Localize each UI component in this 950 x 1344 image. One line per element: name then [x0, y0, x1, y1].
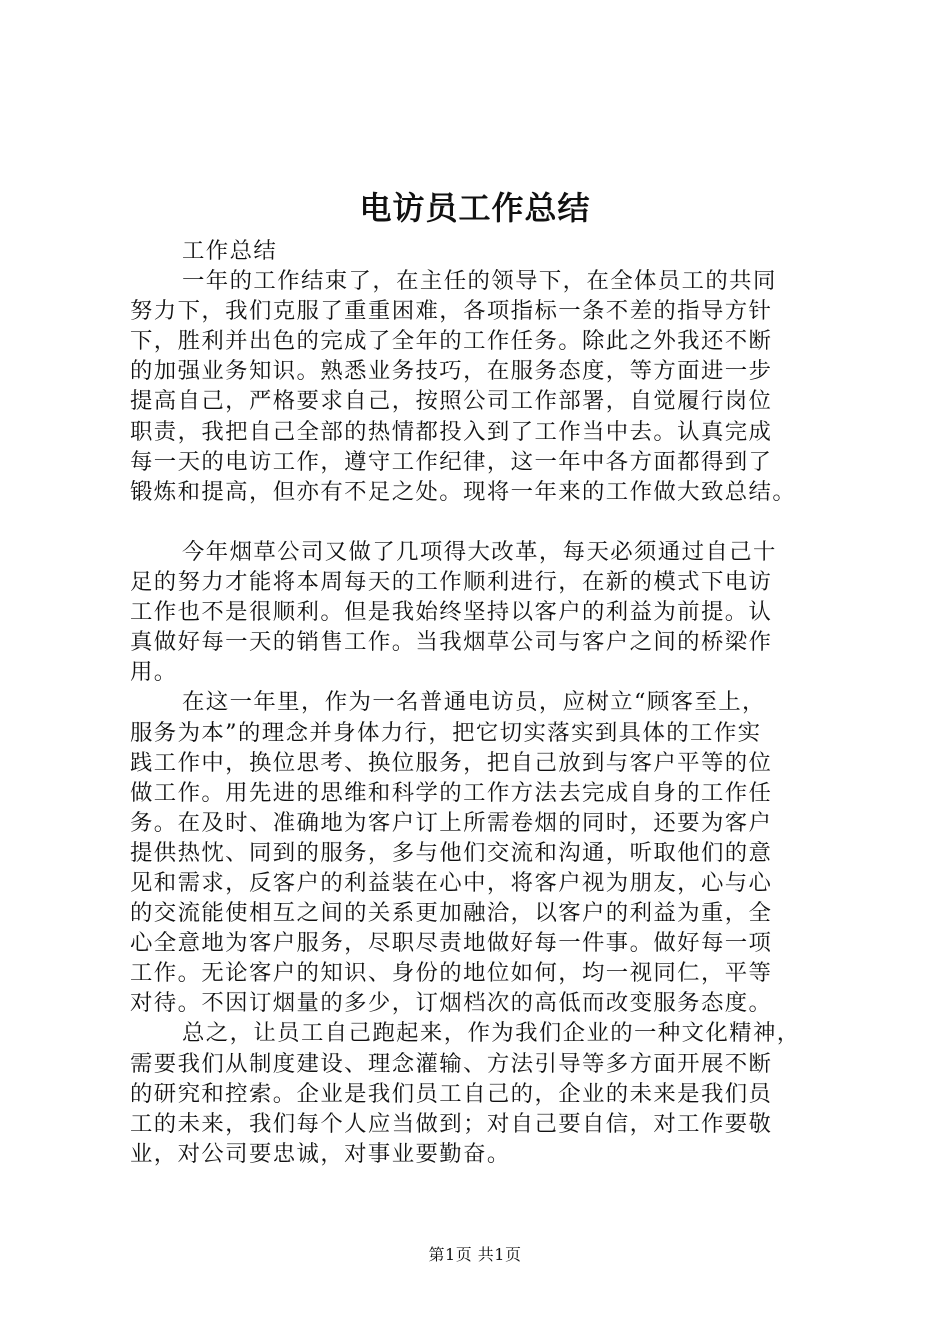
paragraph-line: 在这一年里，作为一名普通电访员，应树立“顾客至上，: [182, 689, 766, 716]
paragraph-line: 的交流能使相互之间的关系更加融洽，以客户的利益为重，全: [130, 900, 773, 927]
section-heading: 工作总结: [182, 238, 278, 264]
paragraph-line: 足的努力才能将本周每天的工作顺利进行，在新的模式下电访: [130, 569, 773, 596]
paragraph-line: 每一天的电访工作，遵守工作纪律，这一年中各方面都得到了: [130, 448, 773, 475]
paragraph-2: [130, 537, 850, 687]
paragraph-1: [130, 266, 850, 507]
paragraph-line: 的研究和控索。企业是我们员工自己的，企业的未来是我们员: [130, 1080, 773, 1107]
paragraph-line: 做工作。用先进的思维和科学的工作方法去完成自身的工作任: [130, 779, 773, 806]
paragraph-line: 服务为本”的理念并身体力行，把它切实落实到具体的工作实: [130, 719, 762, 746]
paragraph-4: [130, 1018, 850, 1168]
paragraph-line: 对待。不因订烟量的多少，订烟档次的高低而改变服务态度。: [130, 990, 773, 1017]
paragraph-line: 提供热忱、同到的服务，多与他们交流和沟通，听取他们的意: [130, 839, 773, 866]
paragraph-line: 工作。无论客户的知识、身份的地位如何，均一视同仁，平等: [130, 960, 773, 987]
paragraph-line: 见和需求，反客户的利益装在心中，将客户视为朋友，心与心: [130, 869, 773, 896]
paragraph-line: 需要我们从制度建设、理念灌输、方法引导等多方面开展不断: [130, 1050, 773, 1077]
paragraph-line: 工的未来，我们每个人应当做到；对自己要自信，对工作要敬: [130, 1110, 773, 1137]
document-body: [130, 236, 850, 1169]
paragraph-line: 今年烟草公司又做了几项得大改革，每天必须通过自己十: [182, 538, 777, 565]
paragraph-line: 的加强业务知识。熟悉业务技巧，在服务态度，等方面进一步: [130, 358, 773, 385]
paragraph-line: 努力下，我们克服了重重困难，各项指标一条不差的指导方针: [130, 298, 773, 325]
page-footer: 第1页 共1页: [428, 1245, 522, 1264]
paragraph-line: 心全意地为客户服务，尽职尽责地做好每一件事。做好每一项: [130, 930, 773, 957]
document-title: 电访员工作总结: [359, 189, 591, 227]
paragraph-line: 真做好每一天的销售工作。当我烟草公司与客户之间的桥梁作: [130, 629, 773, 656]
paragraph-spacer: [130, 507, 850, 537]
paragraph-line: 务。在及时、准确地为客户订上所需卷烟的同时，还要为客户: [130, 809, 773, 836]
paragraph-line: 总之，让员工自己跑起来，作为我们企业的一种文化精神，: [182, 1020, 801, 1047]
paragraph-3: [130, 687, 850, 1018]
paragraph-line: 践工作中，换位思考、换位服务，把自己放到与客户平等的位: [130, 749, 773, 776]
paragraph-line: 工作也不是很顺利。但是我始终坚持以客户的利益为前提。认: [130, 599, 773, 626]
paragraph-line: 职责，我把自己全部的热情都投入到了工作当中去。认真完成: [130, 418, 773, 445]
paragraph-line: 业，对公司要忠诚，对事业要勤奋。: [130, 1140, 511, 1167]
paragraph-line: 一年的工作结束了，在主任的领导下，在全体员工的共同: [182, 268, 777, 295]
paragraph-line: 锻炼和提高，但亦有不足之处。现将一年来的工作做大致总结。: [130, 478, 797, 505]
paragraph-line: 下，胜利并出色的完成了全年的工作任务。除此之外我还不断: [130, 328, 773, 355]
paragraph-line: 用。: [130, 659, 178, 686]
paragraph-line: 提高自己，严格要求自己，按照公司工作部署，自觉履行岗位: [130, 388, 773, 415]
